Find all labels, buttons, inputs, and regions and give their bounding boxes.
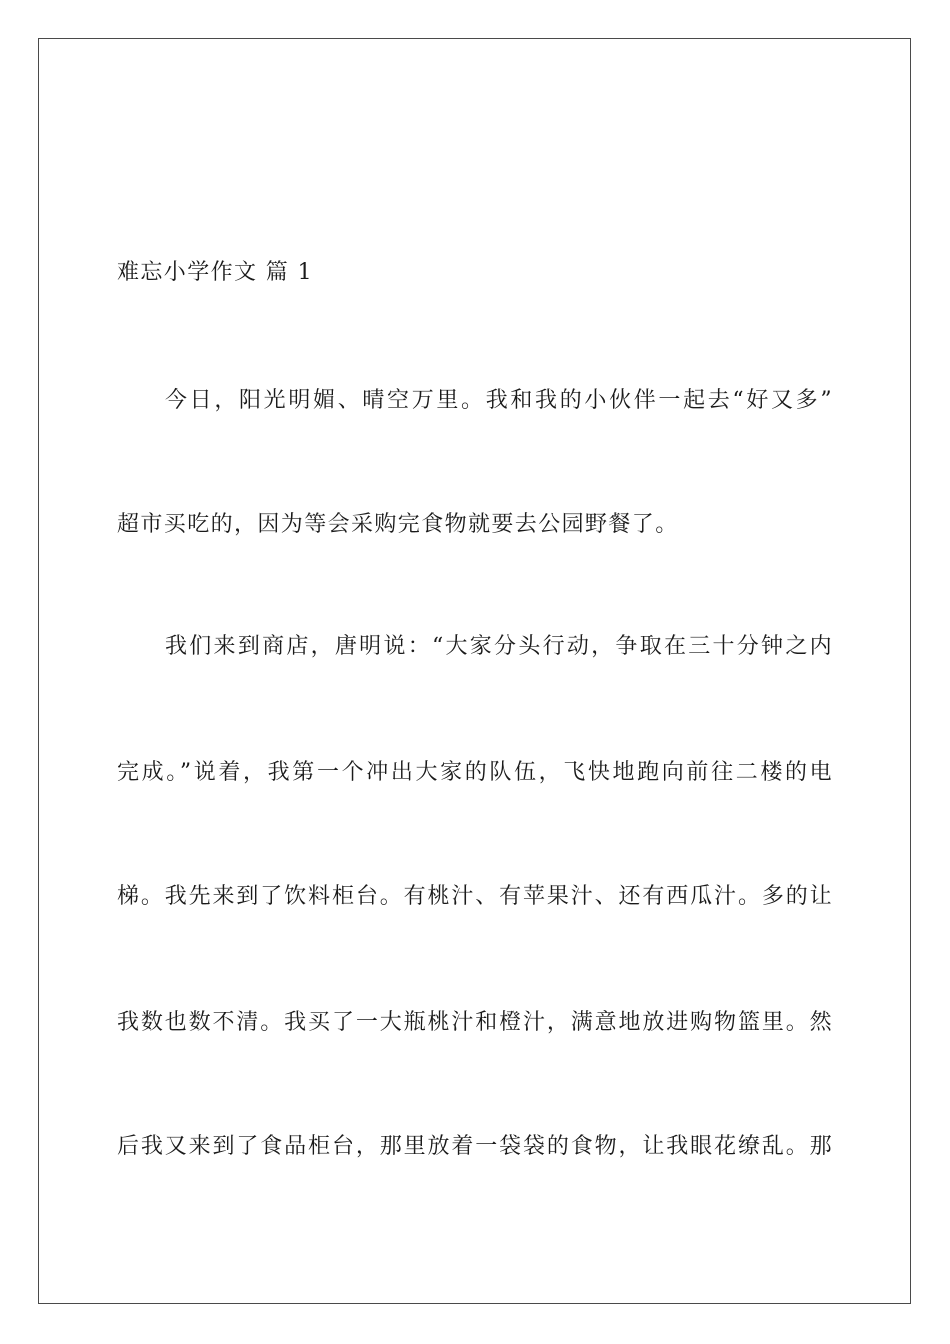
paragraph-2-line-2: 完成。”说着，我第一个冲出大家的队伍，飞快地跑向前往二楼的电 bbox=[117, 760, 833, 785]
page-border bbox=[38, 38, 911, 1304]
paragraph-2-line-1: 我们来到商店，唐明说：“大家分头行动，争取在三十分钟之内 bbox=[165, 634, 833, 659]
paragraph-1-line-1: 今日，阳光明媚、晴空万里。我和我的小伙伴一起去“好又多” bbox=[165, 388, 833, 413]
paragraph-1-line-2: 超市买吃的，因为等会采购完食物就要去公园野餐了。 bbox=[117, 512, 679, 537]
paragraph-2-line-3: 梯。我先来到了饮料柜台。有桃汁、有苹果汁、还有西瓜汁。多的让 bbox=[117, 884, 833, 909]
document-title: 难忘小学作文 篇 1 bbox=[117, 260, 313, 285]
paragraph-2-line-4: 我数也数不清。我买了一大瓶桃汁和橙汁，满意地放进购物篮里。然 bbox=[117, 1010, 833, 1035]
paragraph-2-line-5: 后我又来到了食品柜台，那里放着一袋袋的食物，让我眼花缭乱。那 bbox=[117, 1134, 833, 1159]
